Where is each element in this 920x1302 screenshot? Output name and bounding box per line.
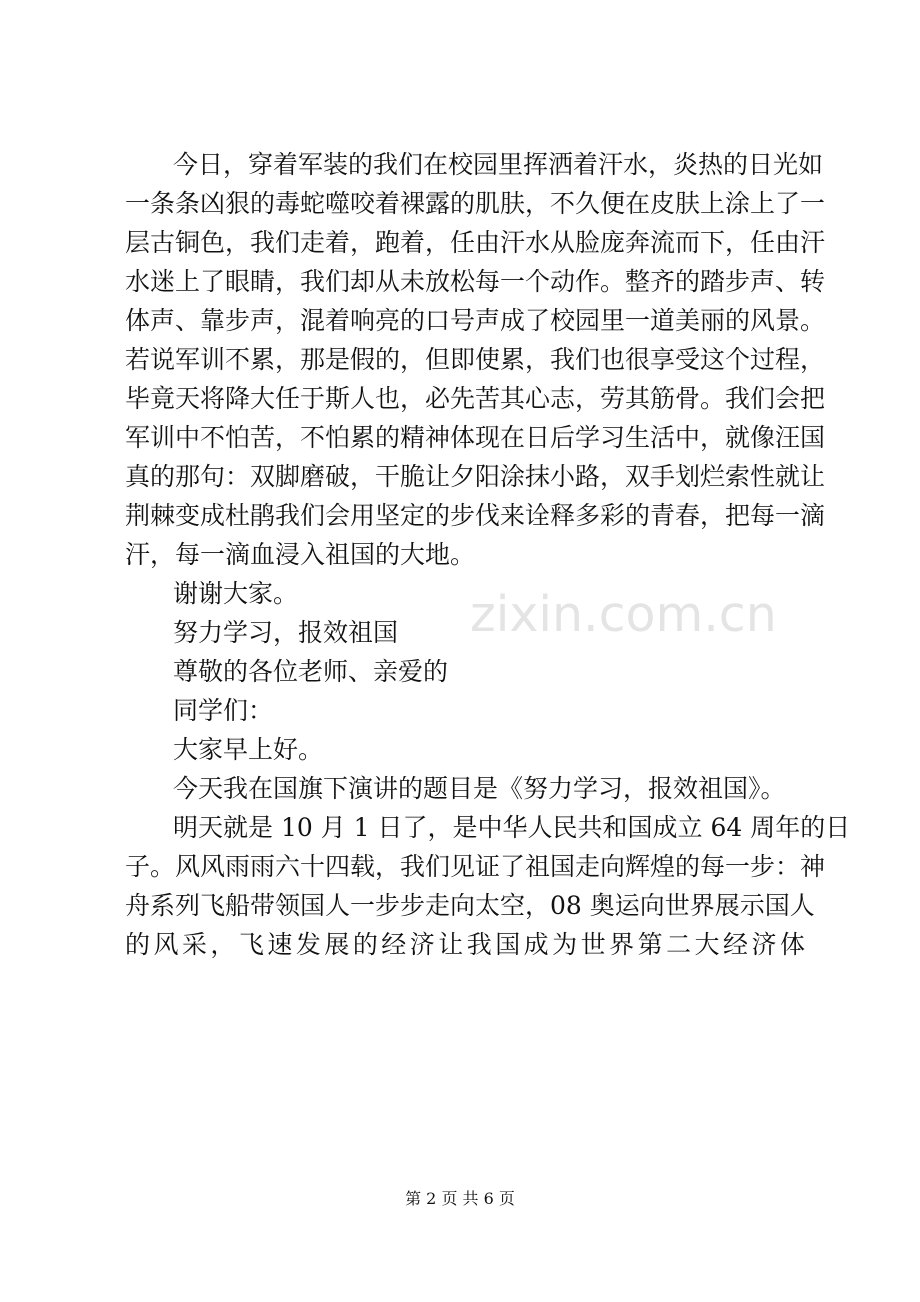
- text-line: 大家早上好。: [173, 735, 324, 764]
- text-line: 水迷上了眼睛，我们却从未放松每一个动作。整齐的踏步声、转: [125, 267, 826, 296]
- text-line: 谢谢大家。: [173, 579, 299, 608]
- section-title: 努力学习，报效祖国: [173, 618, 399, 647]
- document-body: [125, 145, 851, 964]
- text-line: 若说军训不累，那是假的，但即使累，我们也很享受这个过程，: [125, 345, 826, 374]
- text-line: 层古铜色，我们走着，跑着，任由汗水从脸庞奔流而下，任由汗: [125, 228, 826, 257]
- text-line: 毕竟天将降大任于斯人也，必先苦其心志，劳其筋骨。我们会把: [125, 384, 826, 413]
- text-line: 汗，每一滴血浸入祖国的大地。: [125, 540, 476, 569]
- text-line: 今天我在国旗下演讲的题目是《努力学习，报效祖国》。: [173, 774, 786, 803]
- text-line: 今日，穿着军装的我们在校园里挥洒着汗水，炎热的日光如: [173, 150, 824, 179]
- text-line: 军训中不怕苦，不怕累的精神体现在日后学习生活中，就像汪国: [125, 423, 826, 452]
- text-line: 尊敬的各位老师、亲爱的: [173, 657, 449, 686]
- text-line: 荆棘变成杜鹃我们会用坚定的步伐来诠释多彩的青春，把每一滴: [125, 501, 826, 530]
- text-line: 一条条凶狠的毒蛇噬咬着裸露的肌肤，不久便在皮肤上涂上了一: [125, 189, 826, 218]
- text-line: 明天就是 10 月 1 日了，是中华人民共和国成立 64 周年的日: [173, 813, 851, 842]
- page-footer: 第 2 页 共 6 页: [405, 1189, 515, 1208]
- watermark: zixin.com.cn: [470, 586, 777, 643]
- text-line: 的风采，飞速发展的经济让我国成为世界第二大经济体: [125, 930, 805, 959]
- text-line: 舟系列飞船带领国人一步步走向太空，08 奥运向世界展示国人: [125, 891, 815, 920]
- text-line: 体声、靠步声，混着响亮的口号声成了校园里一道美丽的风景。: [125, 306, 826, 335]
- text-line: 真的那句：双脚磨破，干脆让夕阳涂抹小路，双手划烂索性就让: [125, 462, 826, 491]
- text-line: 子。风风雨雨六十四载，我们见证了祖国走向辉煌的每一步：神: [125, 852, 826, 881]
- text-line: 同学们：: [173, 696, 274, 725]
